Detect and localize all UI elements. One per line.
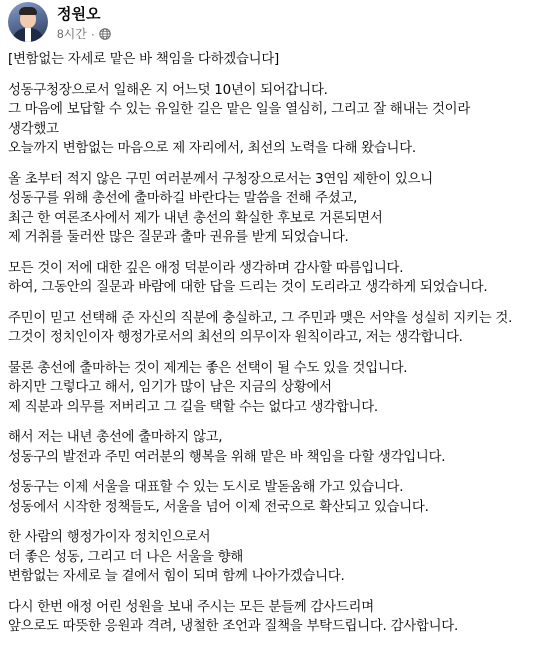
- post-text-line: 물론 총선에 출마하는 것이 제게는 좋은 선택이 될 수도 있을 것입니다.: [8, 360, 408, 376]
- post-text-line: 성동구의 발전과 주민 여러분의 행복을 위해 맡은 바 책임을 다할 생각입니다.: [8, 449, 446, 465]
- post-paragraph: [8, 359, 550, 418]
- post-text-line: [변함없는 자세로 맡은 바 책임을 다하겠습니다]: [8, 52, 280, 67]
- post-header: [8, 0, 554, 50]
- globe-icon[interactable]: [99, 28, 111, 40]
- post-text-line: 주민이 믿고 선택해 준 자신의 직분에 충실하고, 그 주민과 맺은 서약을 성실히 지키는 것.: [8, 310, 513, 326]
- post-paragraph: [8, 478, 550, 517]
- post-text-line: 성동구는 이제 서울을 대표할 수 있는 도시로 발돋움해 가고 있습니다.: [8, 480, 404, 495]
- meta-separator: ·: [90, 27, 95, 41]
- avatar-hair: [19, 7, 37, 15]
- post-paragraph: [8, 428, 550, 467]
- post-paragraph: [8, 598, 550, 637]
- post-text-line: 성동구를 위해 총선에 출마하길 바란다는 말씀을 전해 주셨고,: [8, 191, 358, 206]
- post-text-line: 한 사람의 행정가이자 정치인으로서: [8, 530, 211, 545]
- post-text-line: 올 초부터 적지 않은 구민 여러분께서 구청장으로서는 3연임 제한이 있으니: [8, 171, 433, 187]
- post-text-line: 하지만 그렇다고 해서, 임기가 많이 남은 지금의 상황에서: [8, 380, 332, 395]
- post-text-line: 더 좋은 성동, 그리고 더 나은 서울을 향해: [8, 549, 244, 565]
- post-text-line: 다시 한번 애정 어린 성원을 보내 주시는 모든 분들께 감사드리며: [8, 599, 374, 615]
- post-text-line: 오늘까지 변함없는 마음으로 제 자리에서, 최선의 노력을 다해 왔습니다.: [8, 141, 416, 156]
- post-paragraph: [8, 528, 550, 587]
- avatar[interactable]: [8, 2, 48, 42]
- post-body: [8, 50, 554, 637]
- post-paragraph: [8, 81, 550, 159]
- header-text: [57, 2, 111, 41]
- post-paragraph: [8, 309, 550, 348]
- post-text-line: 하여, 그동안의 질문과 바람에 대한 답을 드리는 것이 도리라고 생각하게 되었습니다.: [8, 280, 488, 295]
- post-text-line: 변함없는 자세로 늘 곁에서 힘이 되며 함께 나아가겠습니다.: [8, 569, 345, 584]
- post-text-line: 그 마음에 보답할 수 있는 유일한 길은 맡은 일을 열심히, 그리고 잘 해내는 것이라: [8, 102, 471, 117]
- post-text-line: 제 직분과 의무를 저버리고 그 길을 택할 수는 없다고 생각합니다.: [8, 399, 378, 415]
- post-text-line: 최근 한 여론조사에서 제가 내년 총선의 확실한 후보로 거론되면서: [8, 210, 383, 226]
- post-paragraph: [8, 170, 550, 248]
- avatar-shirt: [25, 28, 31, 42]
- post-timestamp[interactable]: 8시간: [57, 27, 87, 41]
- post-text-line: 그것이 정치인이자 행정가로서의 최선의 의무이자 원칙이라고, 저는 생각합니다.: [8, 330, 463, 345]
- post-text-line: 생각했고: [8, 121, 59, 137]
- post-text-line: 성동에서 시작한 정책들도, 서울을 넘어 이제 전국으로 확산되고 있습니다.: [8, 499, 429, 515]
- post-text-line: 앞으로도 따뜻한 응원과 격려, 냉철한 조언과 질책을 부탁드립니다. 감사합니다.: [8, 619, 458, 634]
- post-paragraph: [8, 50, 550, 70]
- post-text-line: 해서 저는 내년 총선에 출마하지 않고,: [8, 430, 223, 445]
- post-text-line: 제 거취를 둘러싼 많은 질문과 출마 권유를 받게 되었습니다.: [8, 230, 349, 245]
- post-text-line: 모든 것이 저에 대한 깊은 애정 덕분이라 생각하며 감사할 따름입니다.: [8, 260, 404, 276]
- author-name[interactable]: 정원오: [57, 6, 101, 23]
- post-paragraph: [8, 259, 550, 298]
- post-text-line: 성동구청장으로서 일해온 지 어느덧 10년이 되어갑니다.: [8, 82, 328, 98]
- post-meta: [57, 27, 111, 41]
